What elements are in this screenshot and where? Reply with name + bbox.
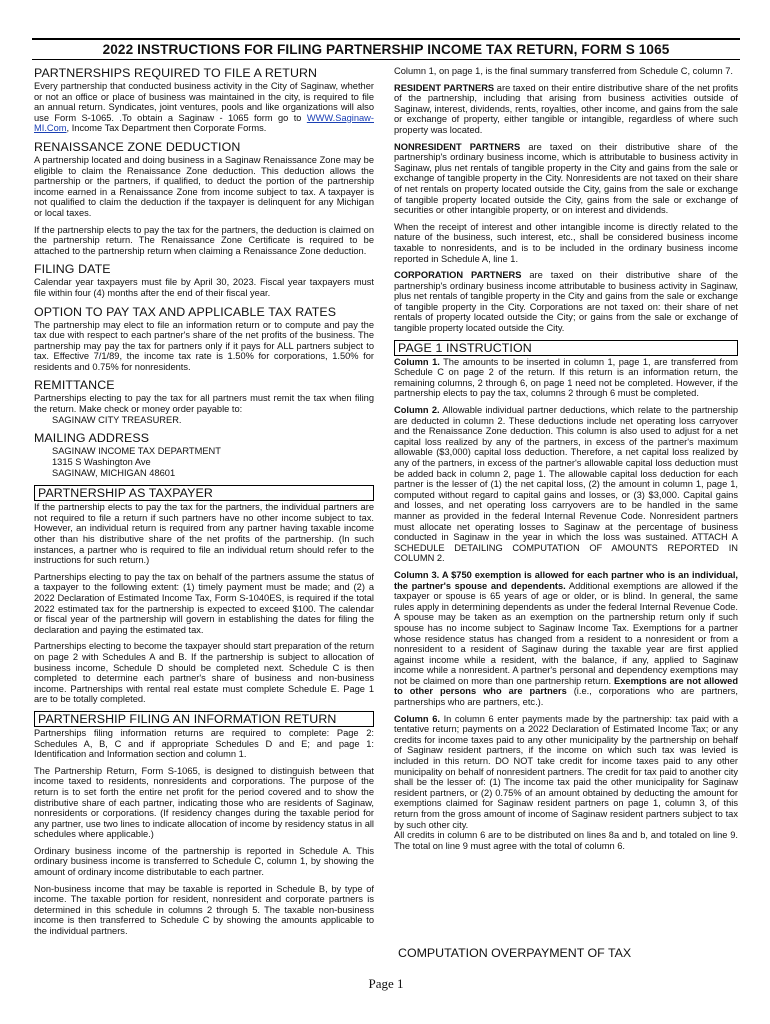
- heading-mailing-address: MAILING ADDRESS: [34, 431, 150, 446]
- page-number: Page 1: [368, 976, 404, 991]
- address-line-3: SAGINAW, MICHIGAN 48601: [52, 468, 176, 479]
- column2-instruction: Column 2. Allowable individual partner deductions, which relate to the partnership are deducted in column 2. These deductions include net operating loss carryover and the Renaissance Zone deduction. This column is also used to adjust for a net capital loss realized by any of the partners, in excess of the partner's maximum allowable ($3,000) capital loss deduction. Therefore, a net capital loss realized by any of the partners, in excess of the partner's allowable capital loss deduction must be added back in column 2, page 1. The allowable capital loss deduction for each partner is the lesser of (1) the net capital loss, (2) the amount in column 1, page 1, computed without regard to capital gains and losses, or (3) $3,000. Capital gains and losses, and net operating loss carryovers are to be handled in the same manner as provided in the federal Internal Revenue Code. Nonresident partners must allocate net operating losses to Saginaw at the percentage of business conducted in Saginaw in the year in which the loss was sustained. ATTACH A SCHEDULE DETAILING COMPUTATION OF AMOUNTS REPORTED IN COLUMN 2.: [394, 405, 738, 564]
- heading-partnership-as-taxpayer: PARTNERSHIP AS TAXPAYER: [34, 485, 374, 501]
- column6-instruction: Column 6. In column 6 enter payments made by the partnership: tax paid with a tentative return; payments on a 2022 Declaration of Estimated Income Tax; or any credits for income taxes paid to any other municipality by the partnership on behalf of Saginaw resident partners, if the income on which such tax was levied is included in this return. DO NOT take credit for income taxes paid to any other municipality on behalf of nonresident partners. The credit for tax paid to another city shall be the lesser of: (1) The income tax paid the other municipality for Saginaw resident partners, or (2) 0.75% of an amount obtained by deducting the amount for exemptions claimed for Saginaw resident partners on page 1, column 3, of this return from the gross amount of income of Saginaw resident partners subject to tax by such other city. All credits in column 6 are to be distributed on lines 8a and b, and totaled on line 9. The total on line 9 must agree with the total of column 6.: [394, 713, 739, 851]
- saginaw-website-link[interactable]: WWW.Saginaw-MI.Com: [34, 112, 374, 134]
- mailing-address: [34, 446, 374, 479]
- partnership-taxpayer-text-3: Partnerships electing to become the taxpayer should start preparation of the return on page 2 with Schedules A and B. If the partnership is subject to allocation of business income, Schedule D should be completed next. Schedule C is then completed to determine each partner's share of business and non-business income. Partnerships with rental real estate must complete Schedule E. Page 1 are to be totally completed.: [34, 641, 374, 705]
- partnerships-required-text: Every partnership that conducted business activity in the City of Saginaw, whether or not an office or place of business was maintained in the city, is required to file an annual return. Syndicates, joint ventures, pools and like organizations will also use Form S-1065. .To obtain a Saginaw - 1065 form go to WWW.Saginaw-MI.Com, Income Tax Department then Corporate Forms.: [34, 81, 374, 134]
- column6-label: Column 6.: [394, 713, 440, 724]
- heading-renaissance-zone: RENAISSANCE ZONE DEDUCTION: [34, 139, 241, 154]
- heading-option-to-pay: OPTION TO PAY TAX AND APPLICABLE TAX RATES: [34, 304, 337, 319]
- remittance-payee: SAGINAW CITY TREASURER.: [52, 414, 182, 425]
- information-return-text-3: Ordinary business income of the partnership is reported in Schedule A. This ordinary business income is transferred to Schedule C, column 1, by showing the amount of ordinary income distributable to each partner.: [34, 845, 374, 878]
- nonresident-partners-text: NONRESIDENT PARTNERS are taxed on their distributive share of the partnership's ordinary business income, which is attributable to business activity in Saginaw, plus net rentals of tangible property in the City and gains from the sale or exchange of tangible property in the City. Nonresidents are not taxed on their share of net rentals on property located outside the City, gains from the sale or exchange of tangible property located outside the City, gains from the sale or exchange of securities or other intangible property, or on interest and dividends.: [394, 141, 738, 216]
- information-return-text-2: The Partnership Return, Form S-1065, is designed to distinguish between that income taxed to residents, nonresidents and corporations. The purpose of the return is to set forth the entire net profit for the period covered and to show the distributive share of each partner, indicating those who are residents of Saginaw, nonresidents or corporations. (If residency changes during the taxable period for any partner, use two lines to indicate allocation of income by residency status in all schedules where applicable.): [34, 765, 374, 840]
- document-page: [32, 38, 740, 1008]
- column3-exemption-note: Exemptions are not allowed to other persons who are partners: [394, 675, 738, 697]
- right-column: [394, 66, 738, 855]
- corporation-partners-label: CORPORATION PARTNERS: [394, 270, 522, 281]
- heading-partnerships-required: PARTNERSHIPS REQUIRED TO FILE A RETURN: [34, 66, 318, 80]
- remittance-text: Partnerships electing to pay the tax for all partners must remit the tax when filing the return. Make check or money order payable to: SAGINAW CITY TREASURER.: [34, 393, 374, 425]
- address-line-2: 1315 S Washington Ave: [52, 457, 151, 468]
- partnership-taxpayer-text-1: If the partnership elects to pay the tax for the partners, the individual partners are not required to file a return if such partners have no other income subject to tax. However, an individual return is required from any partner having taxable income other than his distributive share of the net profits of the partnership. (In such instances, a partner who is required to file an individual return should refer to the instructions for such return.): [34, 502, 374, 566]
- address-line-1: SAGINAW INCOME TAX DEPARTMENT: [52, 446, 221, 457]
- resident-partners-label: RESIDENT PARTNERS: [394, 82, 495, 93]
- column6-credits-text: All credits in column 6 are to be distributed on lines 8a and b, and totaled on line 9. The total on line 9 must agree with the total of column 6.: [394, 830, 738, 851]
- renaissance-zone-text-2: If the partnership elects to pay the tax for the partners, the deduction is claimed on the partnership return. The Renaissance Zone Certificate is required to be attached to the partnership return when claiming a Renaissance Zone deduction.: [34, 224, 374, 256]
- option-to-pay-text: The partnership may elect to file an information return or to compute and pay the tax due with respect to each partner's share of the net profits of the business. The partnership may pay the tax for partners only if it pays for ALL partners subject to tax. Effective 7/1/89, the income tax rate is 1.50% for corporations, 1.50% for residents and 0.75% for nonresidents.: [34, 319, 374, 372]
- heading-computation-overpayment: COMPUTATION OVERPAYMENT OF TAX: [398, 946, 632, 960]
- intangible-income-text: When the receipt of interest and other intangible income is directly related to the nature of the business, such interest, etc., shall be considered business income taxable to nonresidents, and is to be included in the ordinary business income reported in Schedule A, line 1.: [394, 221, 738, 264]
- document-title: 2022 INSTRUCTIONS FOR FILING PARTNERSHIP INCOME TAX RETURN, FORM S 1065: [102, 42, 670, 57]
- column3-instruction: Column 3. A $750 exemption is allowed for each partner who is an individual, the partner's spouse and dependents. Additional exemptions are allowed if the taxpayer or spouse is 65 years of age or older, or is blind. In general, the same rules apply in determining dependents as under the federal Internal Revenue Code. A spouse may be taken as an exemption on the partnership return only if such spouse has no income subject to Saginaw Income Tax. Exemptions for a partner whose residence status has changed from a resident to a nonresident or from a nonresident to a resident of Saginaw during the taxable year are first applied against income while a resident, with the balance, if any, applied to Saginaw income while a nonresident. A partner's personal and dependency exemptions may not be claimed on more than one partnership return. Exemptions are not allowed to other persons who are partners (i.e., corporations who are partners, partnerships who are partners, etc.).: [394, 569, 738, 708]
- partnership-taxpayer-text-2: Partnerships electing to pay the tax on behalf of the partners assume the status of a taxpayer to the following extent: (1) timely payment must be made; and (2) a 2022 Declaration of Estimated Income Tax, Form S-1040ES, is required if the total 2022 estimated tax for the partnership is expected to exceed $100. The calendar or fiscal year of the partnership will govern in establishing the dates for filing the declaration and paying the estimated tax.: [34, 571, 374, 635]
- document-title-bar: [32, 38, 740, 60]
- column1-summary-text: Column 1, on page 1, is the final summary transferred from Schedule C, column 7.: [394, 66, 733, 76]
- information-return-text-4: Non-business income that may be taxable is reported in Schedule B, by type of income. The taxable portion for resident, nonresident and corporate partners is determined in this schedule in columns 2 through 5. The taxable non-business income is then transferred to Schedule C by showing the amounts applicable to the individual partners.: [34, 883, 374, 937]
- heading-page1-instruction: PAGE 1 INSTRUCTION: [394, 340, 738, 356]
- column3-label: Column 3. A $750 exemption is allowed for each partner who is an individual, the partner's spouse and dependents.: [394, 569, 738, 591]
- left-column: [34, 66, 374, 943]
- filing-date-text: Calendar year taxpayers must file by April 30, 2023. Fiscal year taxpayers must file within four (4) months after the end of their fiscal year.: [34, 277, 374, 298]
- heading-remittance: REMITTANCE: [34, 378, 115, 393]
- heading-filing-date: FILING DATE: [34, 262, 111, 277]
- information-return-text-1: Partnerships filing information returns are required to complete: Page 2: Schedules A, B, C and if appropriate Schedules D and E; and page 1: Identification and Information section and column 1.: [34, 727, 374, 760]
- corporation-partners-text: CORPORATION PARTNERS are taxed on their distributive share of the partnership's ordinary business income attributable to business activity in Saginaw, plus net rentals of tangible property in the City and gains from the sale or exchange of tangible property in the City. Corporations are not taxed on: their share of net rentals of property located outside the City; or gains from the sale or exchange of tangible property located outside the City.: [394, 270, 738, 334]
- renaissance-zone-text-1: A partnership located and doing business in a Saginaw Renaissance Zone may be eligible to claim the Renaissance Zone deduction. This deduction allows the partnership or the partners, if qualified, to deduct the portion of the partnership income earned in a Renaissance Zone from income subject to tax. A taxpayer is not qualified to claim the deduction if the taxpayer is delinquent for any Michigan or local taxes.: [34, 154, 374, 218]
- column1-instruction: Column 1. The amounts to be inserted in column 1, page 1, are transferred from Schedule C on page 2 of the return. If this return is an information return, the remaining columns, 2 through 6, on page 1 need not be completed. However, if the partnership elects to pay the tax, columns 2 through 6 must be completed.: [394, 356, 739, 399]
- nonresident-partners-label: NONRESIDENT PARTNERS: [394, 141, 521, 152]
- resident-partners-text: RESIDENT PARTNERS are taxed on their entire distributive share of the net profits of the partnership, including that arising from business activities outside of Saginaw, interest, dividends, rents, royalties, other income, and gains from the sale or exchange of property, either tangible or intangible, regardless of where such property was located.: [394, 82, 739, 135]
- column1-label: Column 1.: [394, 356, 440, 367]
- heading-information-return: PARTNERSHIP FILING AN INFORMATION RETURN: [34, 711, 374, 727]
- column2-label: Column 2.: [394, 405, 440, 416]
